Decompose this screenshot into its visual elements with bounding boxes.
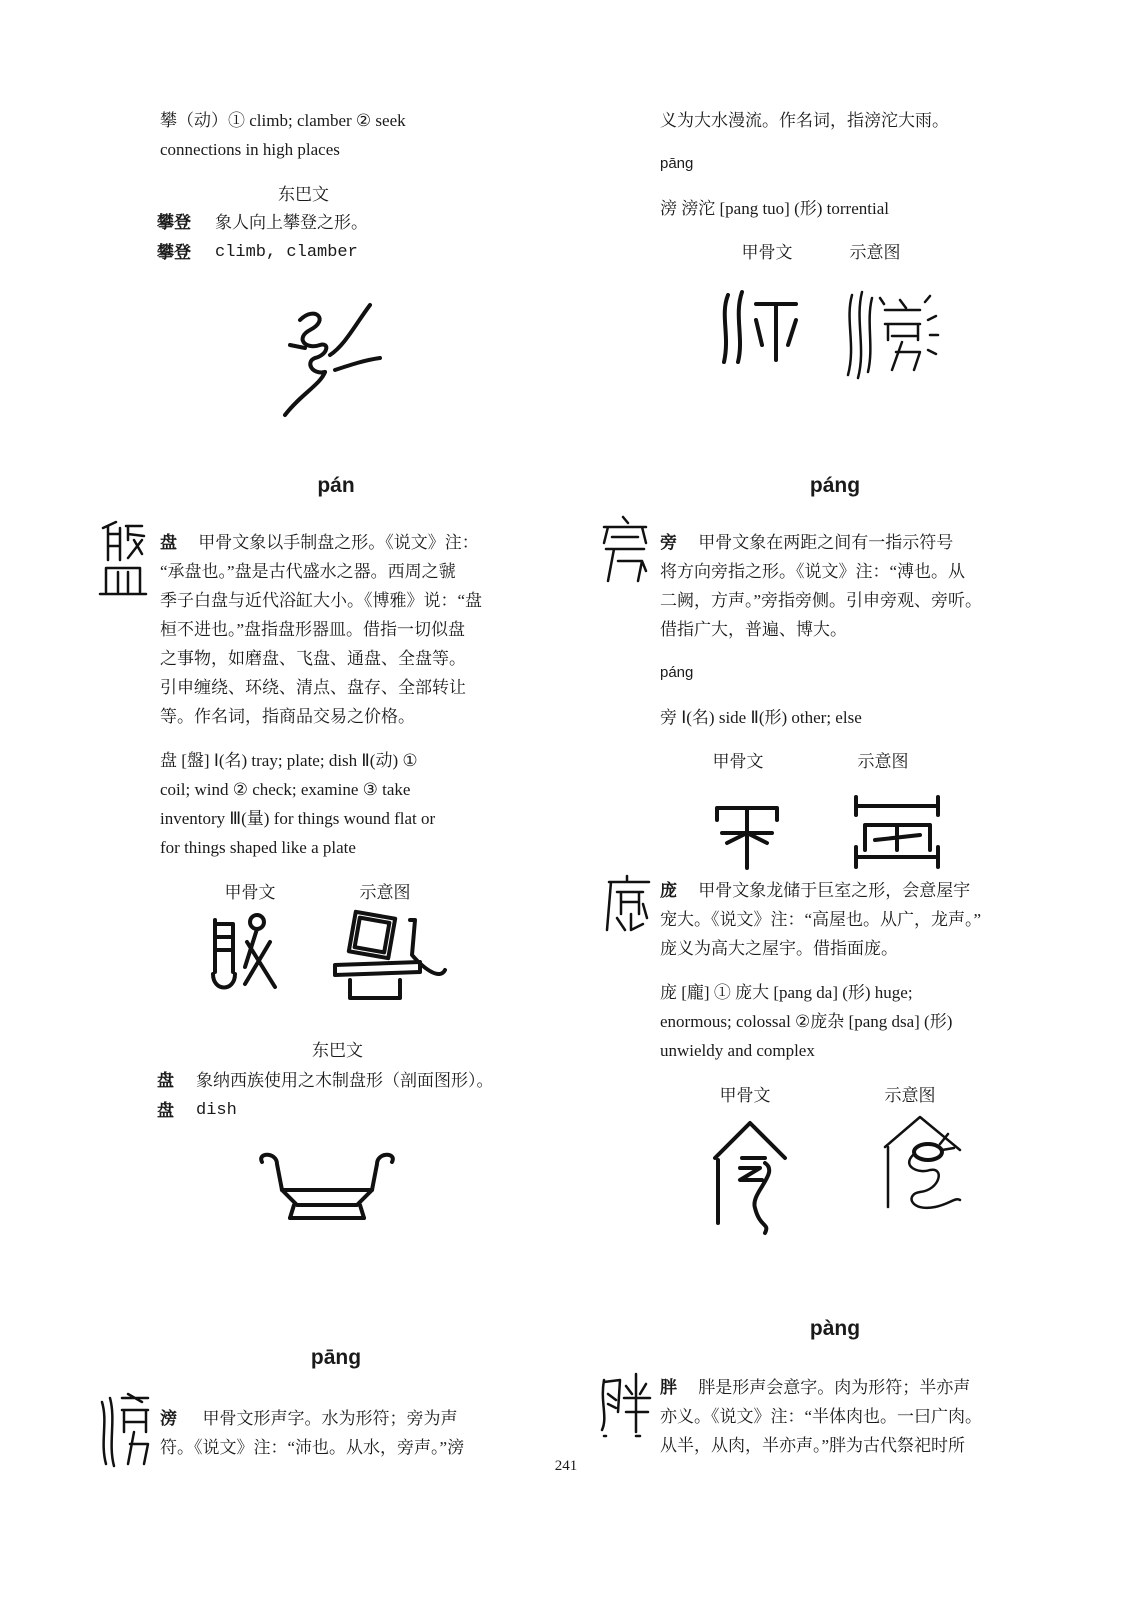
entry-pan-desc-line7: 等。作名词，指商品交易之价格。 <box>160 707 415 726</box>
diagram-glyph-pang3 <box>880 1112 970 1222</box>
entry-pang2 <box>660 528 1020 644</box>
entry-pan-desc-line6: 引申缠绕、环绕、清点、盘存、全部转让 <box>160 678 466 697</box>
diagram-glyph-pang2 <box>850 795 945 870</box>
entry-pan-desc-line2: “承盘也。”盘是古代盛水之器。西周之虢 <box>160 562 456 581</box>
entry-pang3-desc-line2: 宠大。《说文》注：“高屋也。从广，龙声。” <box>660 910 982 929</box>
dongba-row2-head: 攀登 <box>157 243 191 262</box>
seal-script-pang4-icon <box>598 1372 653 1442</box>
dongba-label: 东巴文 <box>278 185 329 204</box>
entry-pang3-desc-line3: 庞义为高大之屋宇。借指面庞。 <box>660 939 898 958</box>
entry-pan-desc-line3: 季子白盘与近代浴缸大小。《博雅》说：“盘 <box>160 591 483 610</box>
dongba-row1-text: 象人向上攀登之形。 <box>215 213 368 232</box>
entry-pan-desc-line1: 盘 甲骨文象以手制盘之形。《说文》注： <box>160 533 479 552</box>
label-diagram-pang1: 示意图 <box>849 243 901 262</box>
label-diagram-pang2: 示意图 <box>857 752 909 771</box>
dongba-dish-glyph <box>252 1150 402 1225</box>
seal-script-pang2-icon <box>598 515 653 585</box>
pinyin-small-pang2: páng <box>660 664 694 681</box>
dongba-row2-text: climb, clamber <box>215 243 358 262</box>
label-oracle-pang2: 甲骨文 <box>712 752 764 771</box>
seal-script-pan-icon <box>98 520 148 600</box>
entry-pang4-desc-line2: 亦义。《说文》注：“半体肉也。一曰广肉。 <box>660 1407 983 1426</box>
pan-climb-definition-line1: 攀（动）① climb; clamber ② seek <box>160 111 406 130</box>
entry-pang2-definition: 旁 Ⅰ(名) side Ⅱ(形) other; else <box>660 708 862 727</box>
entry-pang2-char: 旁 <box>660 533 677 552</box>
pinyin-heading-pang1: pāng <box>310 1346 362 1369</box>
dongba-climb-glyph <box>270 300 390 430</box>
entry-pan-definition <box>160 746 520 862</box>
entry-pang4 <box>660 1373 1020 1460</box>
entry-pan-def-line4: for things shaped like a plate <box>160 838 356 857</box>
entry-pang1 <box>160 1404 520 1462</box>
label-oracle-pang1: 甲骨文 <box>741 243 793 262</box>
entry-pan-char: 盘 <box>160 533 177 552</box>
pinyin-heading-pang2: páng <box>809 474 861 497</box>
entry-pang1-char: 滂 <box>160 1409 177 1428</box>
entry-pang4-desc-line3: 从半，从肉，半亦声。”胖为古代祭祀时所 <box>660 1436 966 1455</box>
entry-pan-desc-line4: 桓不进也。”盘指盘形器皿。借指一切似盘 <box>160 620 466 639</box>
diagram-glyph-pang1 <box>840 290 940 385</box>
entry-pang1-desc-line2: 符。《说文》注：“沛也。从水，旁声。”滂 <box>160 1438 465 1457</box>
dongba-pan-row2-text: dish <box>196 1101 237 1120</box>
entry-pang2-desc-line4: 借指广大，普遍、博大。 <box>660 620 847 639</box>
dongba-label-pan: 东巴文 <box>312 1041 363 1060</box>
entry-pang2-desc-line3: 二阙，方声。”旁指旁侧。引申旁观、旁听。 <box>660 591 983 610</box>
oracle-glyph-pang1 <box>718 290 803 365</box>
entry-pang4-char: 胖 <box>660 1378 677 1397</box>
entry-pang3-desc-line1: 庞 甲骨文象龙储于巨室之形，会意屋宇 <box>660 881 971 900</box>
pinyin-heading-pan: pán <box>317 474 355 497</box>
label-oracle-pan: 甲骨文 <box>224 883 276 902</box>
entry-pang2-desc-line2: 将方向旁指之形。《说文》注：“溥也。从 <box>660 562 966 581</box>
pan-climb-definition-line2: connections in high places <box>160 140 340 159</box>
entry-pang1-continued: 义为大水漫流。作名词，指滂沱大雨。 <box>660 111 949 130</box>
entry-pan-desc-line5: 之事物，如磨盘、飞盘、通盘、全盘等。 <box>160 649 466 668</box>
seal-script-pang1-icon <box>98 1392 153 1467</box>
diagram-glyph-pan <box>330 910 450 1000</box>
entry-pang1-desc-line1: 滂 甲骨文形声字。水为形符；旁为声 <box>160 1409 458 1428</box>
entry-pan-def-line3: inventory Ⅲ(量) for things wound flat or <box>160 809 436 828</box>
label-diagram-pan: 示意图 <box>359 883 411 902</box>
seal-script-pang3-icon <box>603 874 653 934</box>
entry-pang3-def-line3: unwieldy and complex <box>660 1041 815 1060</box>
entry-pan <box>160 528 520 731</box>
entry-pang3 <box>660 876 1020 963</box>
pinyin-small-pang1: pāng <box>660 155 694 172</box>
oracle-glyph-pang2 <box>712 798 782 870</box>
label-oracle-pang3: 甲骨文 <box>719 1086 771 1105</box>
entry-pang3-definition <box>660 978 1020 1065</box>
oracle-glyph-pan <box>205 912 285 997</box>
entry-pang3-def-line2: enormous; colossal ②庞杂 [pang dsa] (形) <box>660 1012 953 1031</box>
entry-pan-def-line2: coil; wind ② check; examine ③ take <box>160 780 411 799</box>
dongba-row1-head: 攀登 <box>157 213 191 232</box>
entry-pan-def-line1: 盘 [盤] Ⅰ(名) tray; plate; dish Ⅱ(动) ① <box>160 751 418 770</box>
label-diagram-pang3: 示意图 <box>884 1086 936 1105</box>
oracle-glyph-pang3 <box>710 1118 790 1236</box>
entry-pang2-desc-line1: 旁 甲骨文象在两距之间有一指示符号 <box>660 533 954 552</box>
pinyin-heading-pang4: pàng <box>809 1317 861 1340</box>
entry-pang3-def-line1: 庞 [龐] ① 庞大 [pang da] (形) huge; <box>660 983 913 1002</box>
dongba-pan-row1-head: 盘 <box>157 1071 174 1090</box>
entry-pang4-desc-line1: 胖 胖是形声会意字。肉为形符；半亦声 <box>660 1378 971 1397</box>
dongba-pan-row2-head: 盘 <box>157 1101 174 1120</box>
dongba-pan-row1-text: 象纳西族使用之木制盘形（剖面图形）。 <box>196 1071 494 1090</box>
page-number: 241 <box>554 1458 578 1474</box>
entry-pang3-char: 庞 <box>660 881 677 900</box>
entry-pang1-definition: 滂 滂沱 [pang tuo] (形) torrential <box>660 199 889 218</box>
